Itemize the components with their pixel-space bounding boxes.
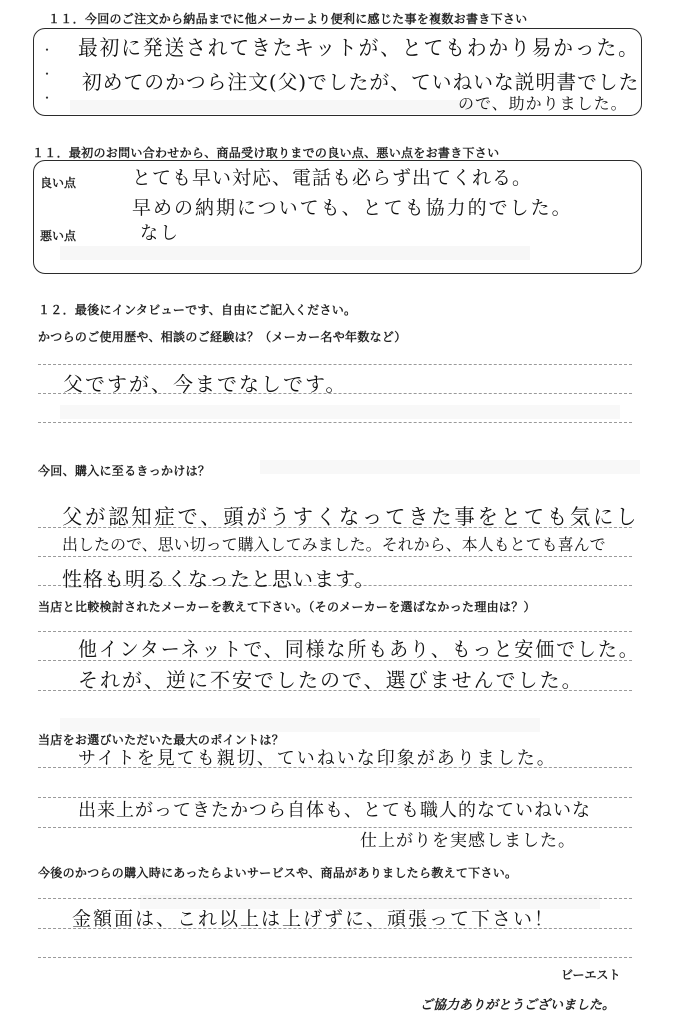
company-name: ビーエスト bbox=[561, 968, 621, 982]
good-point-answer: 早めの納期についても、とても協力的でした。 bbox=[132, 197, 573, 219]
answer-rule bbox=[38, 556, 632, 557]
answer-main-reason: 仕上がりを実感しました。 bbox=[360, 831, 576, 851]
answer-compared-makers: 他インターネットで、同様な所もあり、もっと安価でした。 bbox=[78, 637, 640, 661]
good-points-label: 良い点 bbox=[40, 176, 77, 190]
q11a-answer-line: ので、助かりました。 bbox=[458, 94, 628, 113]
bullet: ・ bbox=[41, 91, 54, 105]
thank-you-message: ご協力ありがとうございました。 bbox=[420, 998, 616, 1013]
answer-rule bbox=[38, 631, 632, 632]
bleed-through bbox=[260, 460, 640, 474]
question-main-reason: 当店をお選びいただいた最大のポイントは？ bbox=[38, 733, 285, 747]
bad-points-label: 悪い点 bbox=[40, 229, 77, 243]
answer-purchase-reason: 性格も明るくなったと思います。 bbox=[62, 567, 376, 591]
q12-heading: １２．最後にインタビューです、自由にご記入ください。 bbox=[38, 303, 357, 317]
answer-main-reason: サイトを見ても親切、ていねいな印象がありました。 bbox=[78, 748, 557, 769]
q11b-heading: １１．最初のお問い合わせから、商品受け取りまでの良い点、悪い点をお書き下さい bbox=[32, 146, 500, 160]
bleed-through bbox=[60, 405, 620, 419]
answer-rule bbox=[38, 898, 632, 899]
answer-main-reason: 出来上がってきたかつら自体も、とても職人的なていねいな bbox=[78, 800, 591, 821]
q11a-answer-line: 最初に発送されてきたキットが、とてもわかり易かった。 bbox=[78, 36, 640, 60]
bullet: ・ bbox=[41, 67, 54, 81]
answer-purchase-reason: 父が認知症で、頭がうすくなってきた事をとても気にし bbox=[62, 505, 640, 529]
answer-rule bbox=[38, 364, 632, 365]
answer-compared-makers: それが、逆に不安でしたので、選びませんでした。 bbox=[78, 668, 584, 692]
answer-usage-history: 父ですが、今までなしです。 bbox=[63, 372, 348, 396]
bullet: ・ bbox=[41, 43, 54, 57]
answer-rule bbox=[38, 422, 632, 423]
answer-service-requests: 金額面は、これ以上は上げずに、頑張って下さい！ bbox=[72, 908, 556, 930]
answer-rule bbox=[38, 957, 632, 958]
good-point-answer: とても早い対応、電話も必らず出てくれる。 bbox=[132, 167, 533, 189]
question-service-requests: 今後のかつらの購入時にあったらよいサービスや、商品がありましたら教えて下さい。 bbox=[38, 866, 518, 880]
question-compared-makers: 当店と比較検討されたメーカーを教えて下さい。（そのメーカーを選ばなかった理由は？） bbox=[38, 600, 536, 614]
answer-purchase-reason: 出したので、思い切って購入してみました。それから、本人もとても喜んで bbox=[62, 535, 606, 554]
question-purchase-reason: 今回、購入に至るきっかけは？ bbox=[38, 464, 211, 478]
bad-point-answer: なし bbox=[140, 223, 180, 244]
bleed-through bbox=[60, 718, 540, 732]
q11a-answer-line: 初めてのかつら注文(父)でしたが、ていねいな説明書でした bbox=[82, 70, 640, 94]
q11a-heading: １１．今回のご注文から納品までに他メーカーより便利に感じた事を複数お書き下さい bbox=[48, 12, 528, 26]
question-usage-history: かつらのご使用歴や、相談のご経験は？（メーカー名や年数など） bbox=[38, 330, 407, 344]
